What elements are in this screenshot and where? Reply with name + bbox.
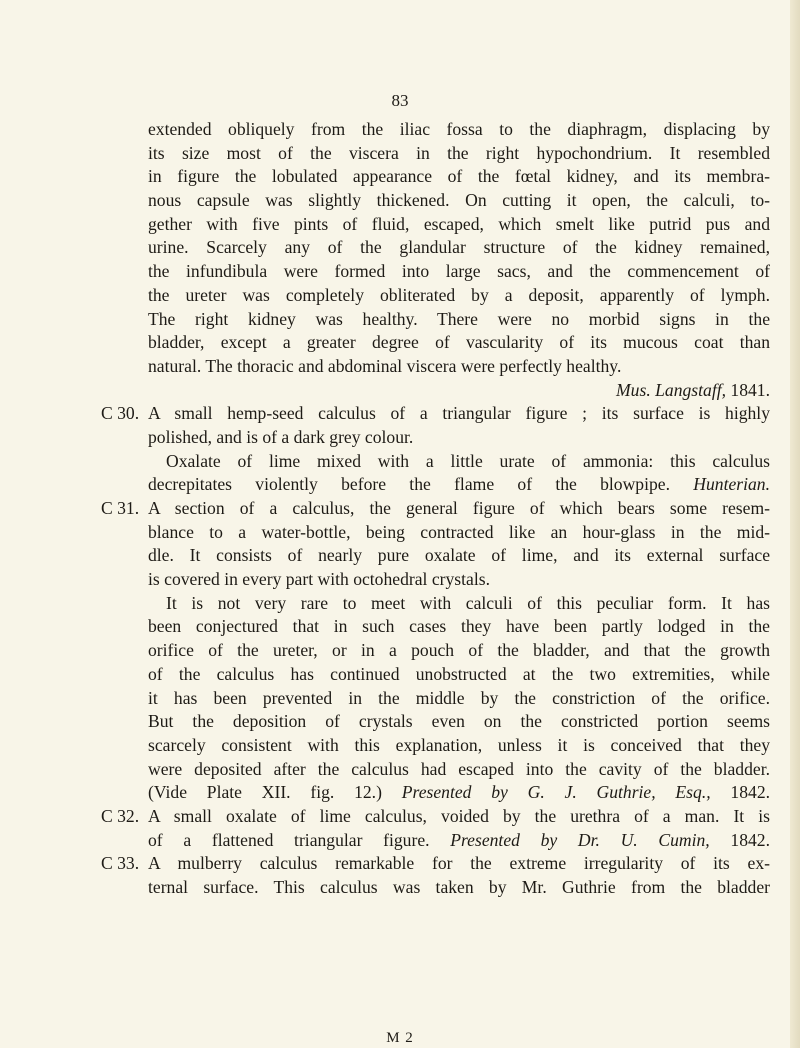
text-line: is covered in every part with octohedral crystals. <box>148 569 490 590</box>
attribution-source: Mus. Langstaff, <box>616 379 726 400</box>
text-line: A small hemp-seed calculus of a triangular figure ; its surface is highly <box>148 403 770 424</box>
text-line: the infundibula were formed into large sacs, and the commencement of <box>148 261 770 282</box>
entry-label: C 32. <box>101 805 140 826</box>
catalogue-entry-c31 <box>101 497 770 805</box>
entry-label: C 30. <box>101 403 140 424</box>
text-line: bladder, except a greater degree of vascularity of its mucous coat than <box>148 332 770 353</box>
page-number: 83 <box>391 91 409 110</box>
text-line: blance to a water-bottle, being contracted like an hour-glass in the mid- <box>148 521 770 542</box>
attribution-year: 1841. <box>730 379 770 400</box>
opening-paragraph <box>148 118 770 402</box>
text-line: it has been prevented in the middle by the constriction of the orifice. <box>148 687 770 708</box>
text-line: dle. It consists of nearly pure oxalate of lime, and its external surface <box>148 545 770 566</box>
text-line: orifice of the ureter, or in a pouch of the bladder, and that the growth <box>148 640 770 661</box>
plate-reference: (Vide Plate XII. fig. 12.) <box>148 782 382 803</box>
attribution-year: 1842. <box>730 829 770 850</box>
text-fragment: of a flattened triangular figure. <box>148 829 430 850</box>
text-line: A section of a calculus, the general figure of which bears some resem- <box>148 498 770 518</box>
text-line <box>148 473 770 497</box>
entry-label: C 33. <box>101 853 140 874</box>
attribution-line <box>148 379 770 403</box>
text-line: The right kidney was healthy. There were no morbid signs in the <box>148 308 770 329</box>
page-edge <box>790 0 800 1048</box>
catalogue-entry-c33 <box>101 852 770 899</box>
text-line: extended obliquely from the iliac fossa to the diaphragm, displacing by <box>148 119 770 139</box>
catalogue-entry-c30 <box>101 402 770 497</box>
text-line: scarcely consistent with this explanation, unless it is conceived that they <box>148 734 770 755</box>
attribution-source: Presented by G. J. Guthrie, Esq., <box>401 782 711 803</box>
attribution-source: Hunterian. <box>693 474 770 495</box>
text-line: polished, and is of a dark grey colour. <box>148 426 414 447</box>
attribution-year: 1842. <box>730 782 770 803</box>
text-line: its size most of the viscera in the right hypochondrium. It resembled <box>148 142 770 163</box>
text-line: ternal surface. This calculus was taken by Mr. Guthrie from the bladder <box>148 877 770 897</box>
page-body <box>101 118 770 900</box>
text-line: nous capsule was slightly thickened. On cutting it open, the calculi, to- <box>148 190 770 211</box>
text-line: But the deposition of crystals even on the constricted portion seems <box>148 711 770 732</box>
attribution-source: Presented by Dr. U. Cumin, <box>450 829 710 850</box>
text-line: been conjectured that in such cases they have been partly lodged in the <box>148 616 770 637</box>
entry-label: C 31. <box>101 498 140 518</box>
text-line: gether with five pints of fluid, escaped, which smelt like putrid pus and <box>148 213 770 234</box>
text-line: A small oxalate of lime calculus, voided by the urethra of a man. It is <box>148 805 770 826</box>
text-line: natural. The thoracic and abdominal viscera were perfectly healthy. <box>148 355 622 376</box>
catalogue-entry-c32 <box>101 805 770 852</box>
text-line: A mulberry calculus remarkable for the extreme irregularity of its ex- <box>148 853 770 874</box>
text-line: urine. Scarcely any of the glandular structure of the kidney remained, <box>148 237 770 258</box>
text-line: in figure the lobulated appearance of the fœtal kidney, and its membra- <box>148 166 770 187</box>
text-line <box>148 781 770 805</box>
text-line: Oxalate of lime mixed with a little urate of ammonia: this calculus <box>166 450 770 471</box>
text-line: the ureter was completely obliterated by a deposit, apparently of lymph. <box>148 284 770 305</box>
text-fragment: decrepitates violently before the flame of the blowpipe. <box>148 474 670 495</box>
text-line: of the calculus has continued unobstructed at the two extremities, while <box>148 663 770 684</box>
text-line: It is not very rare to meet with calculi of this peculiar form. It has <box>166 592 770 613</box>
text-line: were deposited after the calculus had escaped into the cavity of the bladder. <box>148 758 770 779</box>
text-line <box>148 829 770 853</box>
signature-mark: M 2 <box>386 1030 414 1046</box>
